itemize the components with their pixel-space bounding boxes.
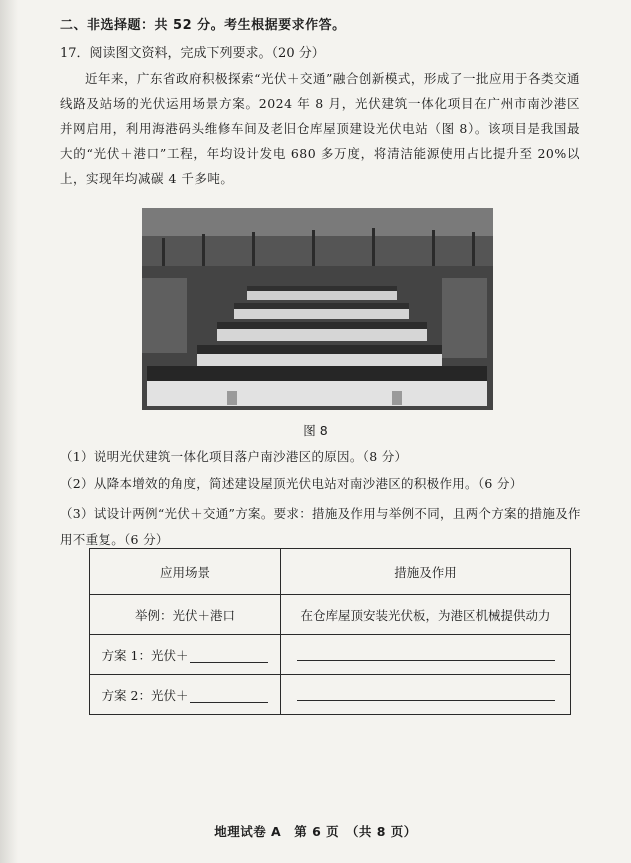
port-rooftop-pv-illustration <box>142 208 493 410</box>
sub-question-3: （3）试设计两例“光伏＋交通”方案。要求：措施及作用与举例不同，且两个方案的措施及作用不重复。（6 分） <box>60 506 581 547</box>
question-title: 17．阅读图文资料，完成下列要求。（20 分） <box>60 46 325 61</box>
example-measure: 在仓库屋顶安装光伏板，为港区机械提供动力 <box>281 595 571 635</box>
header-scene: 应用场景 <box>90 549 281 595</box>
table-header-row <box>90 549 571 595</box>
plan-2-scene-blank[interactable] <box>190 688 268 703</box>
table-row-plan-1 <box>90 635 571 675</box>
plan-1-scene-label: 方案 1：光伏＋ <box>101 647 189 663</box>
question-passage: 近年来，广东省政府积极探索“光伏＋交通”融合创新模式，形成了一批应用于各类交通线路及站场的光伏运用场景方案。2024 年 8 月，光伏建筑一体化项目在广州市南沙港区并网启用，利用海港码头维修车间及老旧仓库屋顶建设光伏电站（图 8）。该项目是我国最大的“光伏＋港口”工程，年均设计发电 680 多万度，将清洁能源使用占比提升至 20%以上，实现年均减碳 4 千多吨。 <box>60 71 580 186</box>
figure-8-photo <box>142 208 493 410</box>
sub-question-1: （1）说明光伏建筑一体化项目落户南沙港区的原因。（8 分） <box>60 449 408 464</box>
plan-2-scene-label: 方案 2：光伏＋ <box>101 687 189 703</box>
plan-2-measure-blank[interactable] <box>297 686 555 701</box>
plan-1-measure-blank[interactable] <box>297 646 555 661</box>
table-row-example <box>90 595 571 635</box>
sub-question-2: （2）从降本增效的角度，简述建设屋顶光伏电站对南沙港区的积极作用。（6 分） <box>60 476 523 491</box>
section-heading: 二、非选择题：共 52 分。考生根据要求作答。 <box>60 18 346 33</box>
example-scene: 举例：光伏＋港口 <box>90 595 281 635</box>
header-measure: 措施及作用 <box>281 549 571 595</box>
table-row-plan-2 <box>90 675 571 715</box>
plan-1-scene-blank[interactable] <box>190 648 268 663</box>
figure-caption: 图 8 <box>303 423 328 438</box>
page-footer: 地理试卷 A 第 6 页 （共 8 页） <box>214 824 417 839</box>
answer-table <box>89 548 571 715</box>
